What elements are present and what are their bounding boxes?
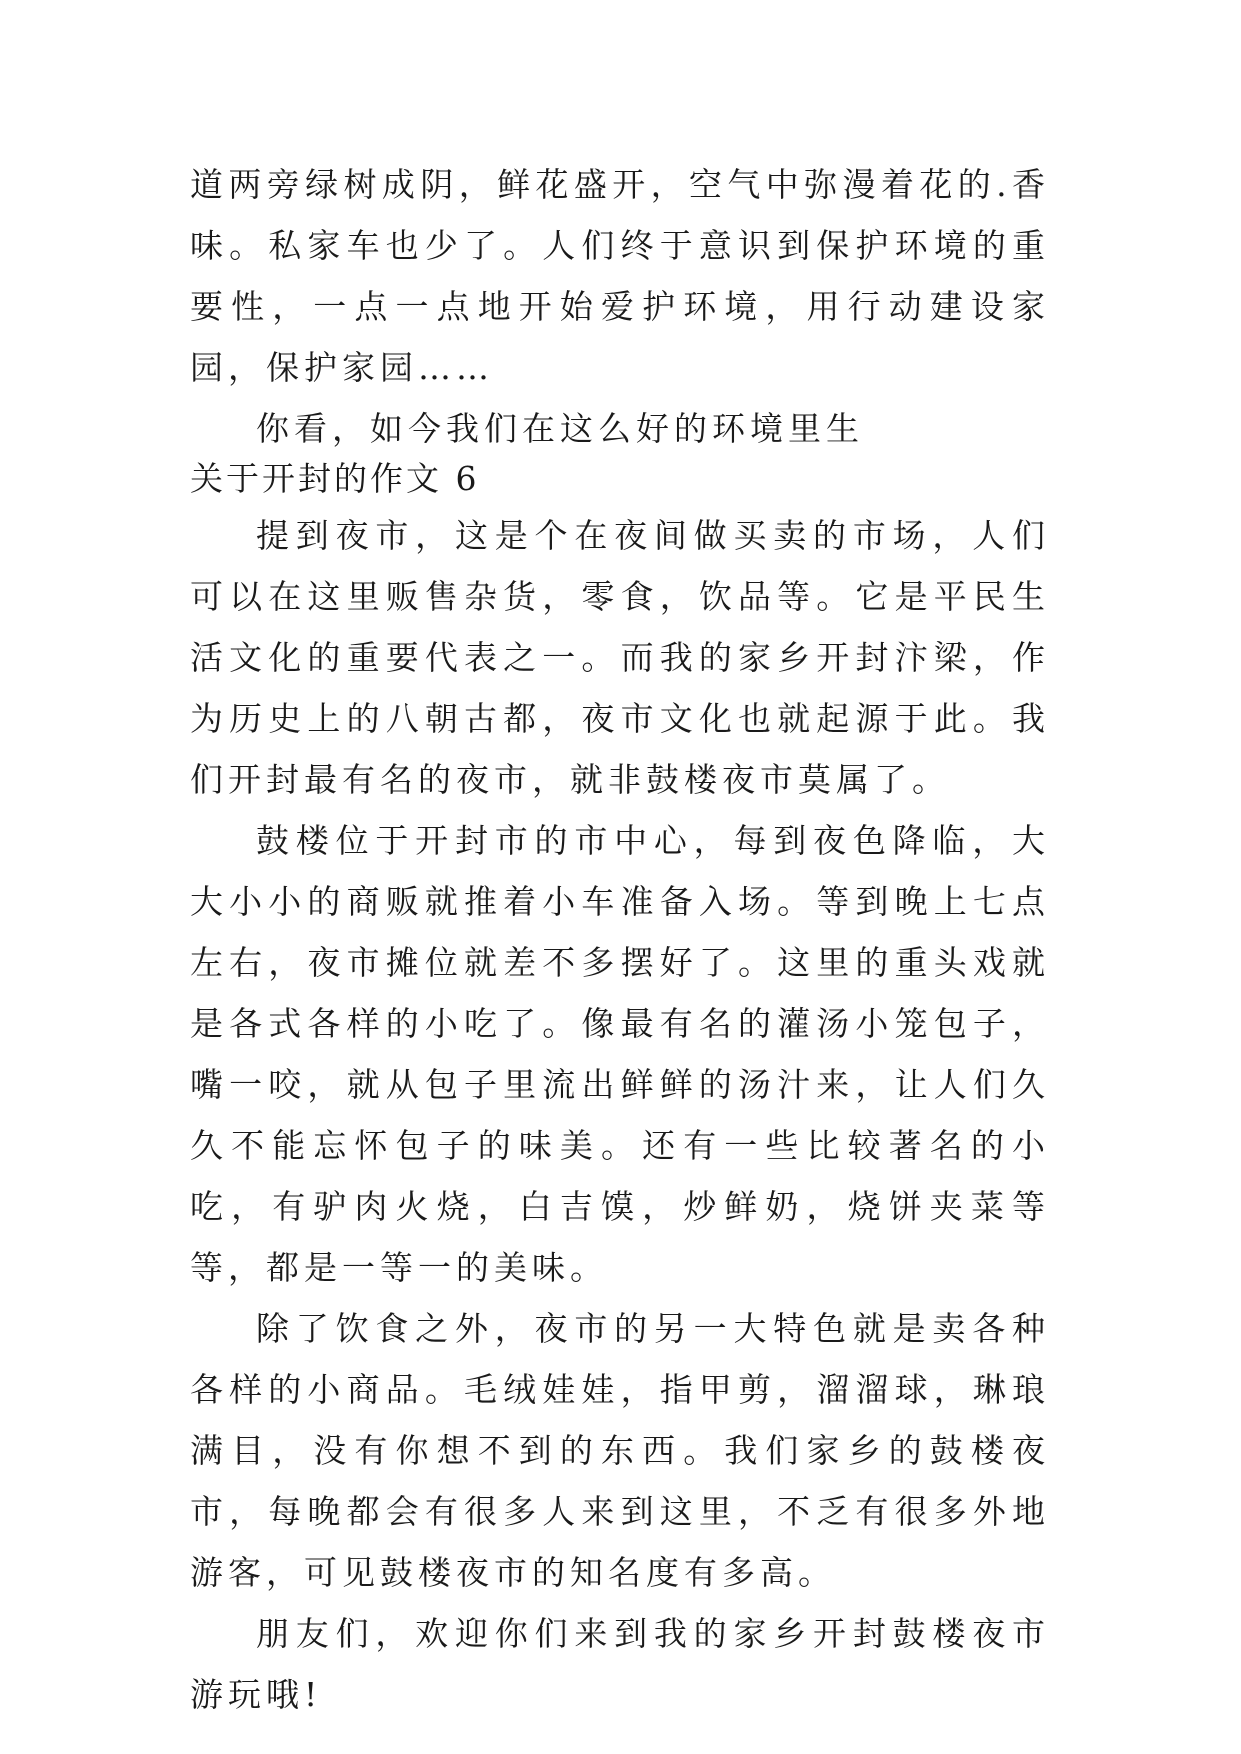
paragraph: 鼓楼位于开封市的市中心，每到夜色降临，大大小小的商贩就推着小车准备入场。等到晚上七点左右，夜市摊位就差不多摆好了。这里的重头戏就是各式各样的小吃了。像最有名的灌汤小笼包子，嘴一咬，就从包子里流出鲜鲜的汤汁来，让人们久久不能忘怀包子的味美。还有一些比较著名的小吃，有驴肉火烧，白吉馍，炒鲜奶，烧饼夹菜等等，都是一等一的美味。 [190, 821, 1050, 1287]
paragraph: 道两旁绿树成阴，鲜花盛开，空气中弥漫着花的.香味。私家车也少了。人们终于意识到保护环境的重要性，一点一点地开始爱护环境，用行动建设家园，保护家园…… [190, 165, 1050, 387]
continued-text [190, 154, 1050, 459]
paragraph: 提到夜市，这是个在夜间做买卖的市场，人们可以在这里贩售杂货，零食，饮品等。它是平民生活文化的重要代表之一。而我的家乡开封汴梁，作为历史上的八朝古都，夜市文化也就起源于此。我们开封最有名的夜市，就非鼓楼夜市莫属了。 [190, 516, 1050, 799]
paragraph: 朋友们，欢迎你们来到我的家乡开封鼓楼夜市游玩哦! [190, 1614, 1050, 1714]
paragraph: 除了饮食之外，夜市的另一大特色就是卖各种各样的小商品。毛绒娃娃，指甲剪，溜溜球，琳琅满目，没有你想不到的东西。我们家乡的鼓楼夜市，每晚都会有很多人来到这里，不乏有很多外地游客，可见鼓楼夜市的知名度有多高。 [190, 1309, 1050, 1592]
essay-body [190, 505, 1050, 1725]
section-heading: 关于开封的作文 6 [190, 459, 480, 498]
paragraph: 你看，如今我们在这么好的环境里生 [256, 409, 864, 448]
